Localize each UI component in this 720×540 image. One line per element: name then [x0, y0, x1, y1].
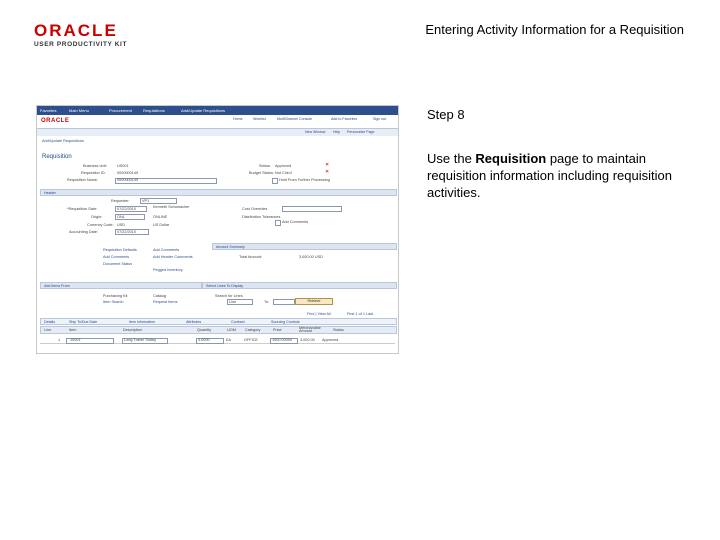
cell-description: Long Travel Trolley: [124, 338, 157, 342]
add-items-title: Add Items From: [44, 283, 70, 288]
requester-name: Kenneth Schumacher: [153, 205, 190, 209]
col-uom: UOM: [227, 328, 236, 332]
page-bar: [37, 129, 398, 136]
origin-desc: ONLINE: [153, 215, 168, 219]
search-for-label: Search for Lines: [215, 294, 243, 298]
tab-sourcing[interactable]: Sourcing Controls: [271, 319, 300, 324]
table-row: [40, 337, 395, 344]
amount-summary-bar[interactable]: [212, 243, 397, 250]
search-field-value: Line: [229, 300, 237, 304]
cell-price: 1000.00000: [272, 338, 293, 342]
link-document-status[interactable]: Document Status: [103, 262, 133, 266]
line-tabs-bar: [40, 318, 397, 325]
label-requisition-name: Requisition Name:: [67, 178, 99, 182]
label-business-unit: Business Unit:: [83, 164, 108, 168]
search-to-input[interactable]: [273, 299, 295, 305]
cost-overrides-select[interactable]: [282, 206, 342, 212]
value-budget-status: Not Chk'd: [275, 171, 292, 175]
tab-attributes[interactable]: Attributes: [186, 319, 202, 324]
col-description: Description: [123, 328, 142, 332]
select-lines-bar[interactable]: [202, 282, 397, 289]
cost-overrides-label: Cost Overrides: [242, 207, 268, 211]
menu-bar: [37, 106, 398, 115]
tab-ship-to[interactable]: Ship To/Due Date: [69, 319, 98, 324]
select-lines-title: Select Lines To Display: [206, 283, 244, 288]
col-merch-amount: Merchandise Amount: [299, 326, 321, 333]
value-requester: VP1: [142, 199, 150, 203]
link-help[interactable]: Help: [333, 130, 341, 134]
header-section-title: Header: [44, 190, 56, 195]
menu-item-favorites[interactable]: Favorites: [40, 108, 57, 113]
link-worklist[interactable]: Worklist: [253, 117, 266, 121]
cell-merch-amount: 3,000.00: [300, 338, 315, 342]
value-req-date: 07/22/2010: [117, 207, 137, 211]
cell-category: OFFICE: [244, 338, 258, 342]
label-catalog: Catalog: [153, 294, 167, 298]
menu-item-main[interactable]: Main Menu: [69, 108, 89, 113]
cell-status: Approved: [322, 338, 339, 342]
value-business-unit: US001: [117, 164, 129, 168]
cell-quantity: 3.0000: [198, 338, 210, 342]
label-req-date: *Requisition Date:: [67, 207, 98, 211]
logo: [34, 22, 154, 48]
total-amount-label: Total Amount:: [239, 255, 263, 259]
col-line: Line: [44, 328, 52, 332]
menu-item-procurement[interactable]: Procurement: [109, 108, 132, 113]
cell-uom: EA: [226, 338, 232, 342]
link-request-items[interactable]: Request Items: [153, 300, 178, 304]
label-requisition-id: Requisition ID:: [81, 171, 106, 175]
link-requisition-defaults[interactable]: Requisition Defaults: [103, 248, 137, 252]
link-add-comments[interactable]: Add Comments: [153, 248, 180, 252]
currency-desc: US Dollar: [153, 223, 170, 227]
logo-subtitle: USER PRODUCTIVITY KIT: [34, 41, 128, 48]
add-items-bar[interactable]: [40, 282, 202, 289]
tab-details[interactable]: Details: [44, 319, 55, 324]
tab-contract[interactable]: Contract: [231, 319, 245, 324]
value-requisition-name: 0000000149: [117, 178, 139, 182]
label-origin: Origin:: [91, 215, 103, 219]
desc-before: Use the: [427, 151, 476, 166]
col-price: Price: [273, 328, 282, 332]
menu-item-requisitions[interactable]: Requisitions: [143, 108, 165, 113]
value-origin: ONL: [117, 215, 125, 219]
cell-line: 1: [58, 338, 61, 342]
label-status: Status:: [259, 164, 271, 168]
total-amount-value: 3,000.00 USD: [299, 255, 323, 259]
link-add-favorites[interactable]: Add to Favorites: [331, 117, 358, 121]
hold-checkbox[interactable]: [272, 178, 278, 184]
label-budget-status: Budget Status:: [249, 171, 274, 175]
comments-checkbox[interactable]: [275, 220, 281, 226]
link-add-header-comments[interactable]: Add Header Comments: [153, 255, 193, 259]
hold-label: Hold From Further Processing: [279, 178, 330, 182]
logo-wordmark: ORACLE: [34, 21, 118, 40]
col-quantity: Quantity: [197, 328, 212, 332]
link-multichannel[interactable]: MultiChannel Console: [277, 117, 313, 121]
link-personalize[interactable]: Personalize Page: [347, 130, 375, 134]
label-purchasing-kit: Purchasing Kit: [103, 294, 128, 298]
link-new-window[interactable]: New Window: [305, 130, 326, 134]
link-pegged-inventory[interactable]: Pegged Inventory: [153, 268, 183, 272]
dist-tolerances-label: Distribution Tolerances: [242, 215, 281, 219]
step-label: Step 8: [427, 107, 465, 122]
header-section-bar[interactable]: [40, 189, 397, 196]
link-home[interactable]: Home: [233, 117, 243, 121]
value-status: Approved: [275, 164, 292, 168]
link-sign-out[interactable]: Sign out: [373, 117, 387, 121]
search-to-label: To:: [264, 300, 270, 304]
menu-item-add-update[interactable]: Add/Update Requisitions: [181, 108, 226, 113]
value-requisition-id: 0000000149: [117, 171, 139, 175]
breadcrumb[interactable]: Add/Update Requisitions: [42, 139, 84, 143]
budget-x-icon: ✕: [325, 169, 330, 175]
desc-after: page to maintain requisition information including requisition activities.: [427, 151, 672, 200]
grid-header: [40, 326, 397, 334]
cell-item: 10001: [70, 338, 81, 342]
desc-bold: Requisition: [475, 151, 547, 166]
col-category: Category: [245, 328, 261, 332]
tab-item-info[interactable]: Item Information: [129, 319, 155, 324]
page-title: Requisition: [42, 154, 72, 160]
value-currency: USD: [117, 223, 126, 227]
top-bar: [37, 115, 398, 129]
grid-pager[interactable]: First 1 of 1 Last: [347, 312, 374, 316]
col-status: Status: [333, 328, 344, 332]
slide-title: Entering Activity Information for a Requisition: [425, 22, 684, 37]
grid-find-links[interactable]: Find | View All: [307, 312, 331, 316]
embedded-screenshot: [36, 105, 399, 354]
label-currency: Currency Code:: [87, 223, 114, 227]
amount-summary-title: Amount Summary: [216, 244, 245, 249]
mini-logo: ORACLE: [41, 118, 70, 124]
link-add-comments-left[interactable]: Add Comments: [103, 255, 130, 259]
col-item: Item: [69, 328, 77, 332]
value-accounting-date: 07/22/2010: [117, 230, 137, 234]
status-x-icon: ✕: [325, 162, 330, 168]
link-item-search[interactable]: Item Search: [103, 300, 124, 304]
comments-label: Add Comments: [282, 220, 309, 224]
retrieve-button[interactable]: Retrieve: [295, 298, 333, 305]
step-description: [427, 150, 697, 201]
label-requester: Requester:: [111, 199, 130, 203]
label-accounting-date: Accounting Date:: [69, 230, 98, 234]
